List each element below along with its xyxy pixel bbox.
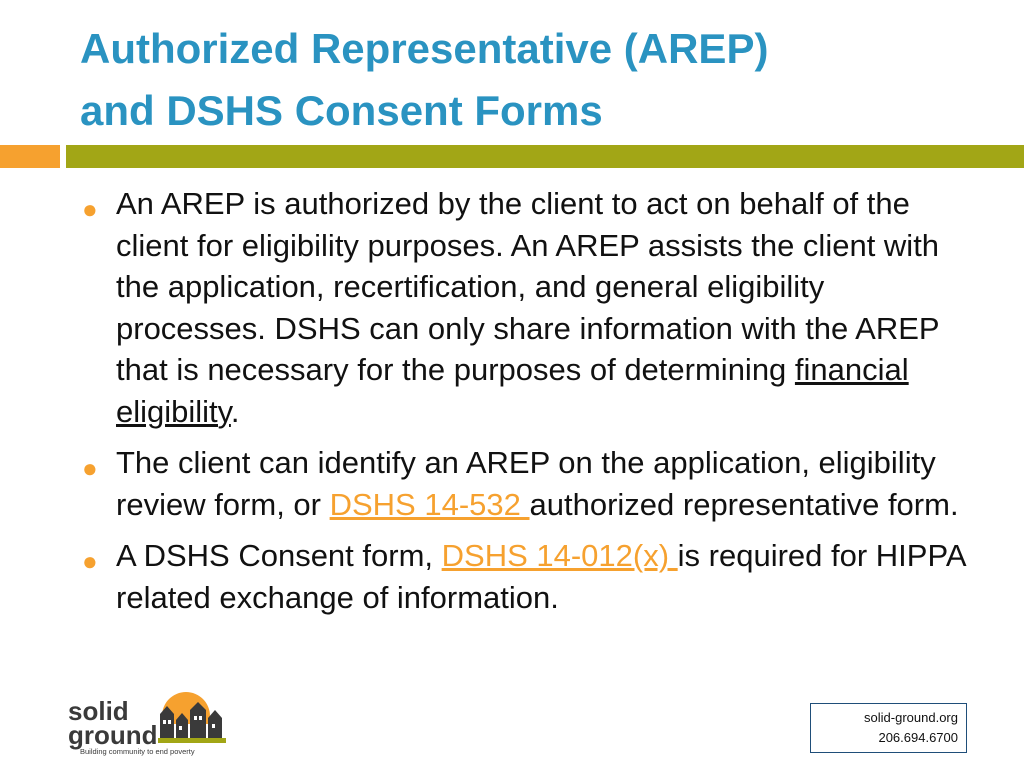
bullet3-end: is required for HIPPA related exchange of information.: [116, 538, 965, 615]
bullet-dot-icon: ●: [82, 194, 98, 224]
contact-box: [810, 703, 967, 753]
financial-eligibility-text: financial eligibility: [116, 352, 909, 429]
solid-ground-logo: [66, 690, 231, 756]
dshs-14-012-link[interactable]: DSHS 14-012(x): [441, 538, 678, 573]
accent-bar-olive: [66, 145, 1024, 168]
bullet-item-arep-definition: [80, 183, 980, 432]
bullet2-text: The client can identify an AREP on the application, eligibility review form, or: [116, 445, 936, 522]
website-text: solid-ground.org: [864, 710, 958, 725]
bullet-list: [80, 183, 980, 628]
bullet-dot-icon: ●: [82, 546, 98, 576]
slide-title-line2: and DSHS Consent Forms: [80, 87, 603, 134]
bullet-item-identify-arep: [80, 442, 980, 525]
slide-title-line1: Authorized Representative (AREP): [80, 25, 769, 72]
bullet3-text: A DSHS Consent form,: [116, 538, 442, 573]
dshs-14-532-link[interactable]: DSHS 14-532: [329, 486, 530, 522]
accent-bar-orange: [0, 145, 60, 168]
bullet-item-consent-form: [80, 535, 980, 618]
phone-text: 206.694.6700: [878, 730, 958, 745]
slide-title: [80, 18, 980, 142]
logo-word-ground: ground: [68, 720, 158, 750]
bullet1-end: .: [230, 393, 240, 429]
bullet-dot-icon: ●: [82, 453, 98, 483]
bullet2-end: authorized representative form.: [529, 486, 959, 522]
logo-word-solid: solid: [68, 696, 129, 726]
logo-tagline: Building community to end poverty: [80, 747, 195, 756]
bullet1-text: An AREP is authorized by the client to act on behalf of the client for eligibility purposes. An AREP assists the client with the application, recertification, and general eligibility processes. DSHS can only share information with the AREP that is necessary for the purposes of determining: [116, 186, 940, 387]
